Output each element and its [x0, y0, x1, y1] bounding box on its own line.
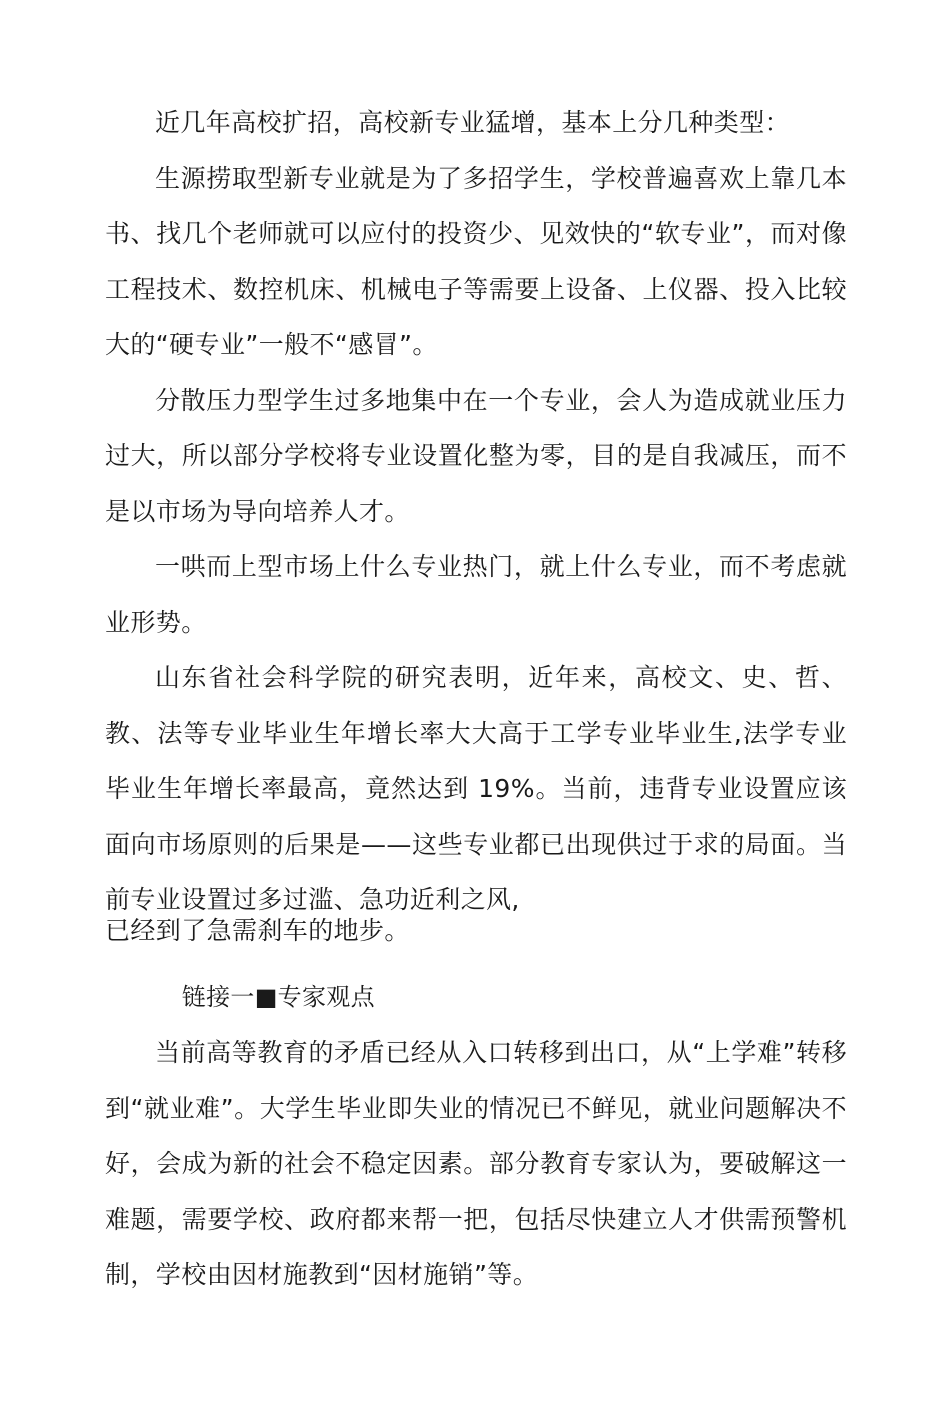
- paragraph-research: 山东省社会科学院的研究表明，近年来，高校文、史、哲、教、法等专业毕业生年增长率大大高于工学专业毕业生,法学专业毕业生年增长率最高，竟然达到 19%。当前，违背专业设置应该面向市场原则的后果是——这些专业都已出现供过于求的局面。当前专业设置过多过滥、急功近利之风,: [105, 663, 847, 914]
- paragraph-research-tail: 已经到了急需刹车的地步。: [105, 915, 410, 945]
- paragraph-type-recruit: 生源捞取型新专业就是为了多招学生，学校普遍喜欢上靠几本书、找几个老师就可以应付的投资少、见效快的“软专业”，而对像工程技术、数控机床、机械电子等需要上设备、上仪器、投入比较大的“硬专业”一般不“感冒”。: [105, 163, 847, 359]
- paragraph-expert-view: 当前高等教育的矛盾已经从入口转移到出口，从“上学难”转移到“就业难”。大学生毕业即失业的情况已不鲜见，就业问题解决不好，会成为新的社会不稳定因素。部分教育专家认为，要破解这一难题，需要学校、政府都来帮一把，包括尽快建立人才供需预警机制，学校由因材施教到“因材施销”等。: [105, 1038, 847, 1289]
- paragraph-type-rush: 一哄而上型市场上什么专业热门，就上什么专业，而不考虑就业形势。: [105, 552, 847, 637]
- document-body: [105, 95, 847, 1303]
- paragraph-type-pressure: 分散压力型学生过多地集中在一个专业，会人为造成就业压力过大，所以部分学校将专业设置化整为零，目的是自我减压，而不是以市场为导向培养人才。: [105, 385, 847, 526]
- paragraph-intro: 近几年高校扩招，高校新专业猛增，基本上分几种类型：: [155, 108, 791, 137]
- section-heading-link: 链接一■专家观点: [181, 982, 375, 1011]
